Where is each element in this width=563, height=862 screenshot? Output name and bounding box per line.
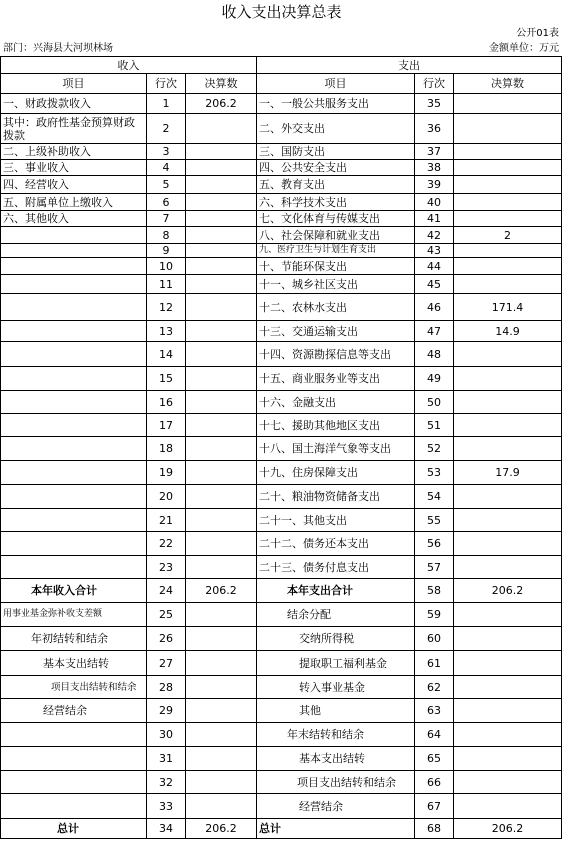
income-line-cell: 32 bbox=[147, 771, 186, 794]
income-line-cell: 18 bbox=[147, 437, 186, 461]
expense-line-cell: 65 bbox=[415, 747, 454, 771]
expense-line-header: 行次 bbox=[415, 74, 454, 94]
income-amount-cell bbox=[186, 227, 257, 244]
expense-amount-cell bbox=[454, 603, 562, 627]
expense-amount-cell bbox=[454, 509, 562, 532]
income-amount-cell bbox=[186, 160, 257, 176]
income-amount-cell: 206.2 bbox=[186, 579, 257, 603]
expense-item-header: 项目 bbox=[257, 74, 415, 94]
expense-line-cell: 56 bbox=[415, 532, 454, 556]
income-item-cell bbox=[1, 275, 147, 294]
page-title: 收入支出决算总表 bbox=[221, 3, 342, 21]
income-amount-cell bbox=[186, 367, 257, 391]
income-amount-cell bbox=[186, 794, 257, 819]
income-line-cell: 25 bbox=[147, 603, 186, 627]
table-row bbox=[1, 227, 562, 244]
expense-line-cell: 50 bbox=[415, 391, 454, 414]
expense-line-cell: 46 bbox=[415, 294, 454, 321]
expense-line-cell: 68 bbox=[415, 819, 454, 839]
table-row bbox=[1, 244, 562, 258]
expense-amount-cell bbox=[454, 114, 562, 144]
income-item-cell bbox=[1, 367, 147, 391]
income-amount-header: 决算数 bbox=[186, 74, 257, 94]
form-code: 公开01表 bbox=[516, 28, 559, 39]
expense-line-cell: 48 bbox=[415, 342, 454, 367]
income-amount-cell: 206.2 bbox=[186, 94, 257, 114]
income-amount-cell bbox=[186, 342, 257, 367]
expense-line-cell: 39 bbox=[415, 176, 454, 194]
expense-line-cell: 40 bbox=[415, 194, 454, 211]
expense-item-cell: 本年支出合计 bbox=[257, 579, 415, 603]
income-item-cell bbox=[1, 258, 147, 275]
expense-item-cell: 七、文化体育与传媒支出 bbox=[257, 211, 415, 227]
income-item-cell bbox=[1, 244, 147, 258]
income-line-cell: 9 bbox=[147, 244, 186, 258]
expense-line-cell: 52 bbox=[415, 437, 454, 461]
expense-section-header: 支出 bbox=[257, 57, 562, 74]
expense-amount-cell bbox=[454, 194, 562, 211]
income-item-cell bbox=[1, 437, 147, 461]
expense-amount-cell bbox=[454, 94, 562, 114]
table-row bbox=[1, 771, 562, 794]
expense-item-cell: 十四、资源勘探信息等支出 bbox=[257, 342, 415, 367]
expense-amount-cell: 171.4 bbox=[454, 294, 562, 321]
expense-item-cell: 一、一般公共服务支出 bbox=[257, 94, 415, 114]
expense-amount-cell bbox=[454, 275, 562, 294]
section-header-row bbox=[1, 57, 562, 74]
expense-item-cell: 二、外交支出 bbox=[257, 114, 415, 144]
income-amount-cell bbox=[186, 321, 257, 342]
income-line-cell: 20 bbox=[147, 485, 186, 509]
income-item-cell: 项目支出结转和结余 bbox=[1, 676, 147, 699]
income-line-cell: 10 bbox=[147, 258, 186, 275]
income-amount-cell bbox=[186, 211, 257, 227]
income-amount-cell bbox=[186, 556, 257, 579]
expense-amount-cell bbox=[454, 244, 562, 258]
expense-amount-cell: 2 bbox=[454, 227, 562, 244]
expense-line-cell: 35 bbox=[415, 94, 454, 114]
income-amount-cell bbox=[186, 144, 257, 160]
expense-line-cell: 51 bbox=[415, 414, 454, 437]
unit-label: 金额单位：万元 bbox=[489, 43, 559, 54]
income-line-cell: 13 bbox=[147, 321, 186, 342]
expense-item-cell: 十九、住房保障支出 bbox=[257, 461, 415, 485]
expense-line-cell: 43 bbox=[415, 244, 454, 258]
expense-line-cell: 45 bbox=[415, 275, 454, 294]
income-item-cell: 基本支出结转 bbox=[1, 651, 147, 676]
expense-item-cell: 二十、粮油物资储备支出 bbox=[257, 485, 415, 509]
expense-amount-cell bbox=[454, 794, 562, 819]
table-row bbox=[1, 211, 562, 227]
expense-amount-cell bbox=[454, 676, 562, 699]
income-item-cell bbox=[1, 556, 147, 579]
expense-item-cell: 二十一、其他支出 bbox=[257, 509, 415, 532]
income-item-cell: 一、财政拨款收入 bbox=[1, 94, 147, 114]
table-row bbox=[1, 509, 562, 532]
table-row bbox=[1, 342, 562, 367]
table-row bbox=[1, 144, 562, 160]
table-row bbox=[1, 414, 562, 437]
table-row bbox=[1, 723, 562, 747]
income-item-cell: 五、附属单位上缴收入 bbox=[1, 194, 147, 211]
expense-line-cell: 58 bbox=[415, 579, 454, 603]
income-item-cell: 三、事业收入 bbox=[1, 160, 147, 176]
table-row bbox=[1, 579, 562, 603]
table-row bbox=[1, 461, 562, 485]
table-row bbox=[1, 194, 562, 211]
expense-item-cell: 十、节能环保支出 bbox=[257, 258, 415, 275]
expense-amount-cell bbox=[454, 176, 562, 194]
table-row bbox=[1, 556, 562, 579]
table-row bbox=[1, 94, 562, 114]
expense-line-cell: 63 bbox=[415, 699, 454, 723]
income-expense-table bbox=[0, 56, 562, 839]
expense-amount-cell: 206.2 bbox=[454, 819, 562, 839]
expense-item-cell: 十三、交通运输支出 bbox=[257, 321, 415, 342]
expense-line-cell: 37 bbox=[415, 144, 454, 160]
income-item-cell: 本年收入合计 bbox=[1, 579, 147, 603]
income-amount-cell bbox=[186, 723, 257, 747]
income-line-cell: 21 bbox=[147, 509, 186, 532]
expense-item-cell: 基本支出结转 bbox=[257, 747, 415, 771]
table-row bbox=[1, 651, 562, 676]
expense-item-cell: 十五、商业服务业等支出 bbox=[257, 367, 415, 391]
expense-line-cell: 47 bbox=[415, 321, 454, 342]
income-amount-cell bbox=[186, 414, 257, 437]
expense-line-cell: 67 bbox=[415, 794, 454, 819]
income-line-header: 行次 bbox=[147, 74, 186, 94]
expense-line-cell: 55 bbox=[415, 509, 454, 532]
income-amount-cell bbox=[186, 627, 257, 651]
income-item-cell: 二、上级补助收入 bbox=[1, 144, 147, 160]
table-row bbox=[1, 114, 562, 144]
income-item-cell bbox=[1, 461, 147, 485]
expense-amount-cell bbox=[454, 342, 562, 367]
income-line-cell: 17 bbox=[147, 414, 186, 437]
income-amount-cell bbox=[186, 603, 257, 627]
expense-amount-cell bbox=[454, 699, 562, 723]
table-row bbox=[1, 676, 562, 699]
income-item-cell bbox=[1, 771, 147, 794]
expense-line-cell: 38 bbox=[415, 160, 454, 176]
expense-line-cell: 66 bbox=[415, 771, 454, 794]
income-amount-cell bbox=[186, 651, 257, 676]
income-line-cell: 33 bbox=[147, 794, 186, 819]
income-line-cell: 29 bbox=[147, 699, 186, 723]
expense-amount-cell: 14.9 bbox=[454, 321, 562, 342]
income-line-cell: 1 bbox=[147, 94, 186, 114]
table-row bbox=[1, 437, 562, 461]
expense-amount-cell bbox=[454, 258, 562, 275]
expense-line-cell: 41 bbox=[415, 211, 454, 227]
expense-item-cell: 项目支出结转和结余 bbox=[257, 771, 415, 794]
income-item-cell bbox=[1, 485, 147, 509]
expense-line-cell: 44 bbox=[415, 258, 454, 275]
expense-item-cell: 三、国防支出 bbox=[257, 144, 415, 160]
expense-item-cell: 八、社会保障和就业支出 bbox=[257, 227, 415, 244]
table-row bbox=[1, 176, 562, 194]
expense-amount-cell bbox=[454, 144, 562, 160]
table-row bbox=[1, 367, 562, 391]
expense-amount-cell bbox=[454, 651, 562, 676]
expense-item-cell: 十六、金融支出 bbox=[257, 391, 415, 414]
income-item-cell: 年初结转和结余 bbox=[1, 627, 147, 651]
income-line-cell: 5 bbox=[147, 176, 186, 194]
income-item-cell bbox=[1, 532, 147, 556]
table-row bbox=[1, 321, 562, 342]
income-line-cell: 14 bbox=[147, 342, 186, 367]
income-item-cell: 六、其他收入 bbox=[1, 211, 147, 227]
table-row bbox=[1, 819, 562, 839]
expense-amount-cell bbox=[454, 437, 562, 461]
income-item-cell: 经营结余 bbox=[1, 699, 147, 723]
table-row bbox=[1, 294, 562, 321]
table-row bbox=[1, 160, 562, 176]
expense-line-cell: 59 bbox=[415, 603, 454, 627]
expense-item-cell: 四、公共安全支出 bbox=[257, 160, 415, 176]
income-item-cell bbox=[1, 747, 147, 771]
expense-item-cell: 转入事业基金 bbox=[257, 676, 415, 699]
income-amount-cell bbox=[186, 532, 257, 556]
income-amount-cell bbox=[186, 244, 257, 258]
expense-item-cell: 十七、援助其他地区支出 bbox=[257, 414, 415, 437]
expense-line-cell: 36 bbox=[415, 114, 454, 144]
expense-line-cell: 42 bbox=[415, 227, 454, 244]
income-line-cell: 12 bbox=[147, 294, 186, 321]
income-line-cell: 3 bbox=[147, 144, 186, 160]
column-header-row bbox=[1, 74, 562, 94]
expense-amount-cell: 206.2 bbox=[454, 579, 562, 603]
income-amount-cell bbox=[186, 509, 257, 532]
income-amount-cell bbox=[186, 258, 257, 275]
expense-line-cell: 62 bbox=[415, 676, 454, 699]
expense-amount-cell bbox=[454, 160, 562, 176]
income-amount-cell bbox=[186, 437, 257, 461]
income-line-cell: 4 bbox=[147, 160, 186, 176]
income-line-cell: 24 bbox=[147, 579, 186, 603]
income-amount-cell bbox=[186, 194, 257, 211]
expense-line-cell: 57 bbox=[415, 556, 454, 579]
expense-line-cell: 54 bbox=[415, 485, 454, 509]
income-amount-cell bbox=[186, 391, 257, 414]
table-row bbox=[1, 275, 562, 294]
income-line-cell: 6 bbox=[147, 194, 186, 211]
income-line-cell: 23 bbox=[147, 556, 186, 579]
income-item-cell bbox=[1, 794, 147, 819]
expense-line-cell: 53 bbox=[415, 461, 454, 485]
expense-item-cell: 总计 bbox=[257, 819, 415, 839]
income-item-cell: 其中：政府性基金预算财政拨款 bbox=[1, 114, 147, 144]
income-line-cell: 28 bbox=[147, 676, 186, 699]
table-row bbox=[1, 627, 562, 651]
income-item-cell bbox=[1, 723, 147, 747]
expense-amount-cell bbox=[454, 391, 562, 414]
income-item-cell bbox=[1, 414, 147, 437]
income-amount-cell bbox=[186, 676, 257, 699]
income-item-cell bbox=[1, 294, 147, 321]
income-amount-cell bbox=[186, 699, 257, 723]
expense-item-cell: 九、医疗卫生与计划生育支出 bbox=[257, 244, 415, 258]
expense-item-cell: 十二、农林水支出 bbox=[257, 294, 415, 321]
income-amount-cell bbox=[186, 176, 257, 194]
expense-amount-header: 决算数 bbox=[454, 74, 562, 94]
expense-amount-cell bbox=[454, 627, 562, 651]
expense-item-cell: 结余分配 bbox=[257, 603, 415, 627]
income-item-cell bbox=[1, 509, 147, 532]
expense-amount-cell: 17.9 bbox=[454, 461, 562, 485]
income-amount-cell bbox=[186, 275, 257, 294]
table-row bbox=[1, 391, 562, 414]
expense-item-cell: 二十三、债务付息支出 bbox=[257, 556, 415, 579]
table-row bbox=[1, 532, 562, 556]
expense-line-cell: 60 bbox=[415, 627, 454, 651]
expense-item-cell: 十一、城乡社区支出 bbox=[257, 275, 415, 294]
income-line-cell: 22 bbox=[147, 532, 186, 556]
income-amount-cell: 206.2 bbox=[186, 819, 257, 839]
expense-amount-cell bbox=[454, 485, 562, 509]
expense-amount-cell bbox=[454, 414, 562, 437]
income-line-cell: 16 bbox=[147, 391, 186, 414]
income-amount-cell bbox=[186, 485, 257, 509]
income-item-cell: 用事业基金弥补收支差额 bbox=[1, 603, 147, 627]
table-row bbox=[1, 747, 562, 771]
department-label: 部门：兴海县大河坝林场 bbox=[3, 43, 113, 54]
income-item-cell bbox=[1, 342, 147, 367]
income-line-cell: 30 bbox=[147, 723, 186, 747]
expense-amount-cell bbox=[454, 747, 562, 771]
expense-amount-cell bbox=[454, 771, 562, 794]
income-item-header: 项目 bbox=[1, 74, 147, 94]
income-line-cell: 11 bbox=[147, 275, 186, 294]
expense-line-cell: 49 bbox=[415, 367, 454, 391]
expense-line-cell: 61 bbox=[415, 651, 454, 676]
income-line-cell: 8 bbox=[147, 227, 186, 244]
income-line-cell: 15 bbox=[147, 367, 186, 391]
income-item-cell bbox=[1, 227, 147, 244]
income-line-cell: 34 bbox=[147, 819, 186, 839]
income-amount-cell bbox=[186, 771, 257, 794]
expense-item-cell: 年末结转和结余 bbox=[257, 723, 415, 747]
expense-amount-cell bbox=[454, 211, 562, 227]
income-line-cell: 26 bbox=[147, 627, 186, 651]
expense-amount-cell bbox=[454, 556, 562, 579]
income-line-cell: 19 bbox=[147, 461, 186, 485]
expense-item-cell: 二十二、债务还本支出 bbox=[257, 532, 415, 556]
expense-item-cell: 六、科学技术支出 bbox=[257, 194, 415, 211]
expense-amount-cell bbox=[454, 532, 562, 556]
expense-item-cell: 提取职工福利基金 bbox=[257, 651, 415, 676]
income-item-cell bbox=[1, 391, 147, 414]
table-row bbox=[1, 258, 562, 275]
income-amount-cell bbox=[186, 114, 257, 144]
income-section-header: 收入 bbox=[1, 57, 257, 74]
expense-item-cell: 十八、国土海洋气象等支出 bbox=[257, 437, 415, 461]
table-row bbox=[1, 699, 562, 723]
expense-amount-cell bbox=[454, 367, 562, 391]
income-item-cell: 总计 bbox=[1, 819, 147, 839]
expense-amount-cell bbox=[454, 723, 562, 747]
expense-item-cell: 五、教育支出 bbox=[257, 176, 415, 194]
income-line-cell: 2 bbox=[147, 114, 186, 144]
expense-line-cell: 64 bbox=[415, 723, 454, 747]
income-amount-cell bbox=[186, 747, 257, 771]
expense-item-cell: 其他 bbox=[257, 699, 415, 723]
expense-item-cell: 交纳所得税 bbox=[257, 627, 415, 651]
income-amount-cell bbox=[186, 461, 257, 485]
table-row bbox=[1, 485, 562, 509]
income-item-cell: 四、经营收入 bbox=[1, 176, 147, 194]
income-line-cell: 27 bbox=[147, 651, 186, 676]
expense-item-cell: 经营结余 bbox=[257, 794, 415, 819]
income-line-cell: 7 bbox=[147, 211, 186, 227]
income-amount-cell bbox=[186, 294, 257, 321]
income-line-cell: 31 bbox=[147, 747, 186, 771]
table-row bbox=[1, 794, 562, 819]
income-item-cell bbox=[1, 321, 147, 342]
table-row bbox=[1, 603, 562, 627]
